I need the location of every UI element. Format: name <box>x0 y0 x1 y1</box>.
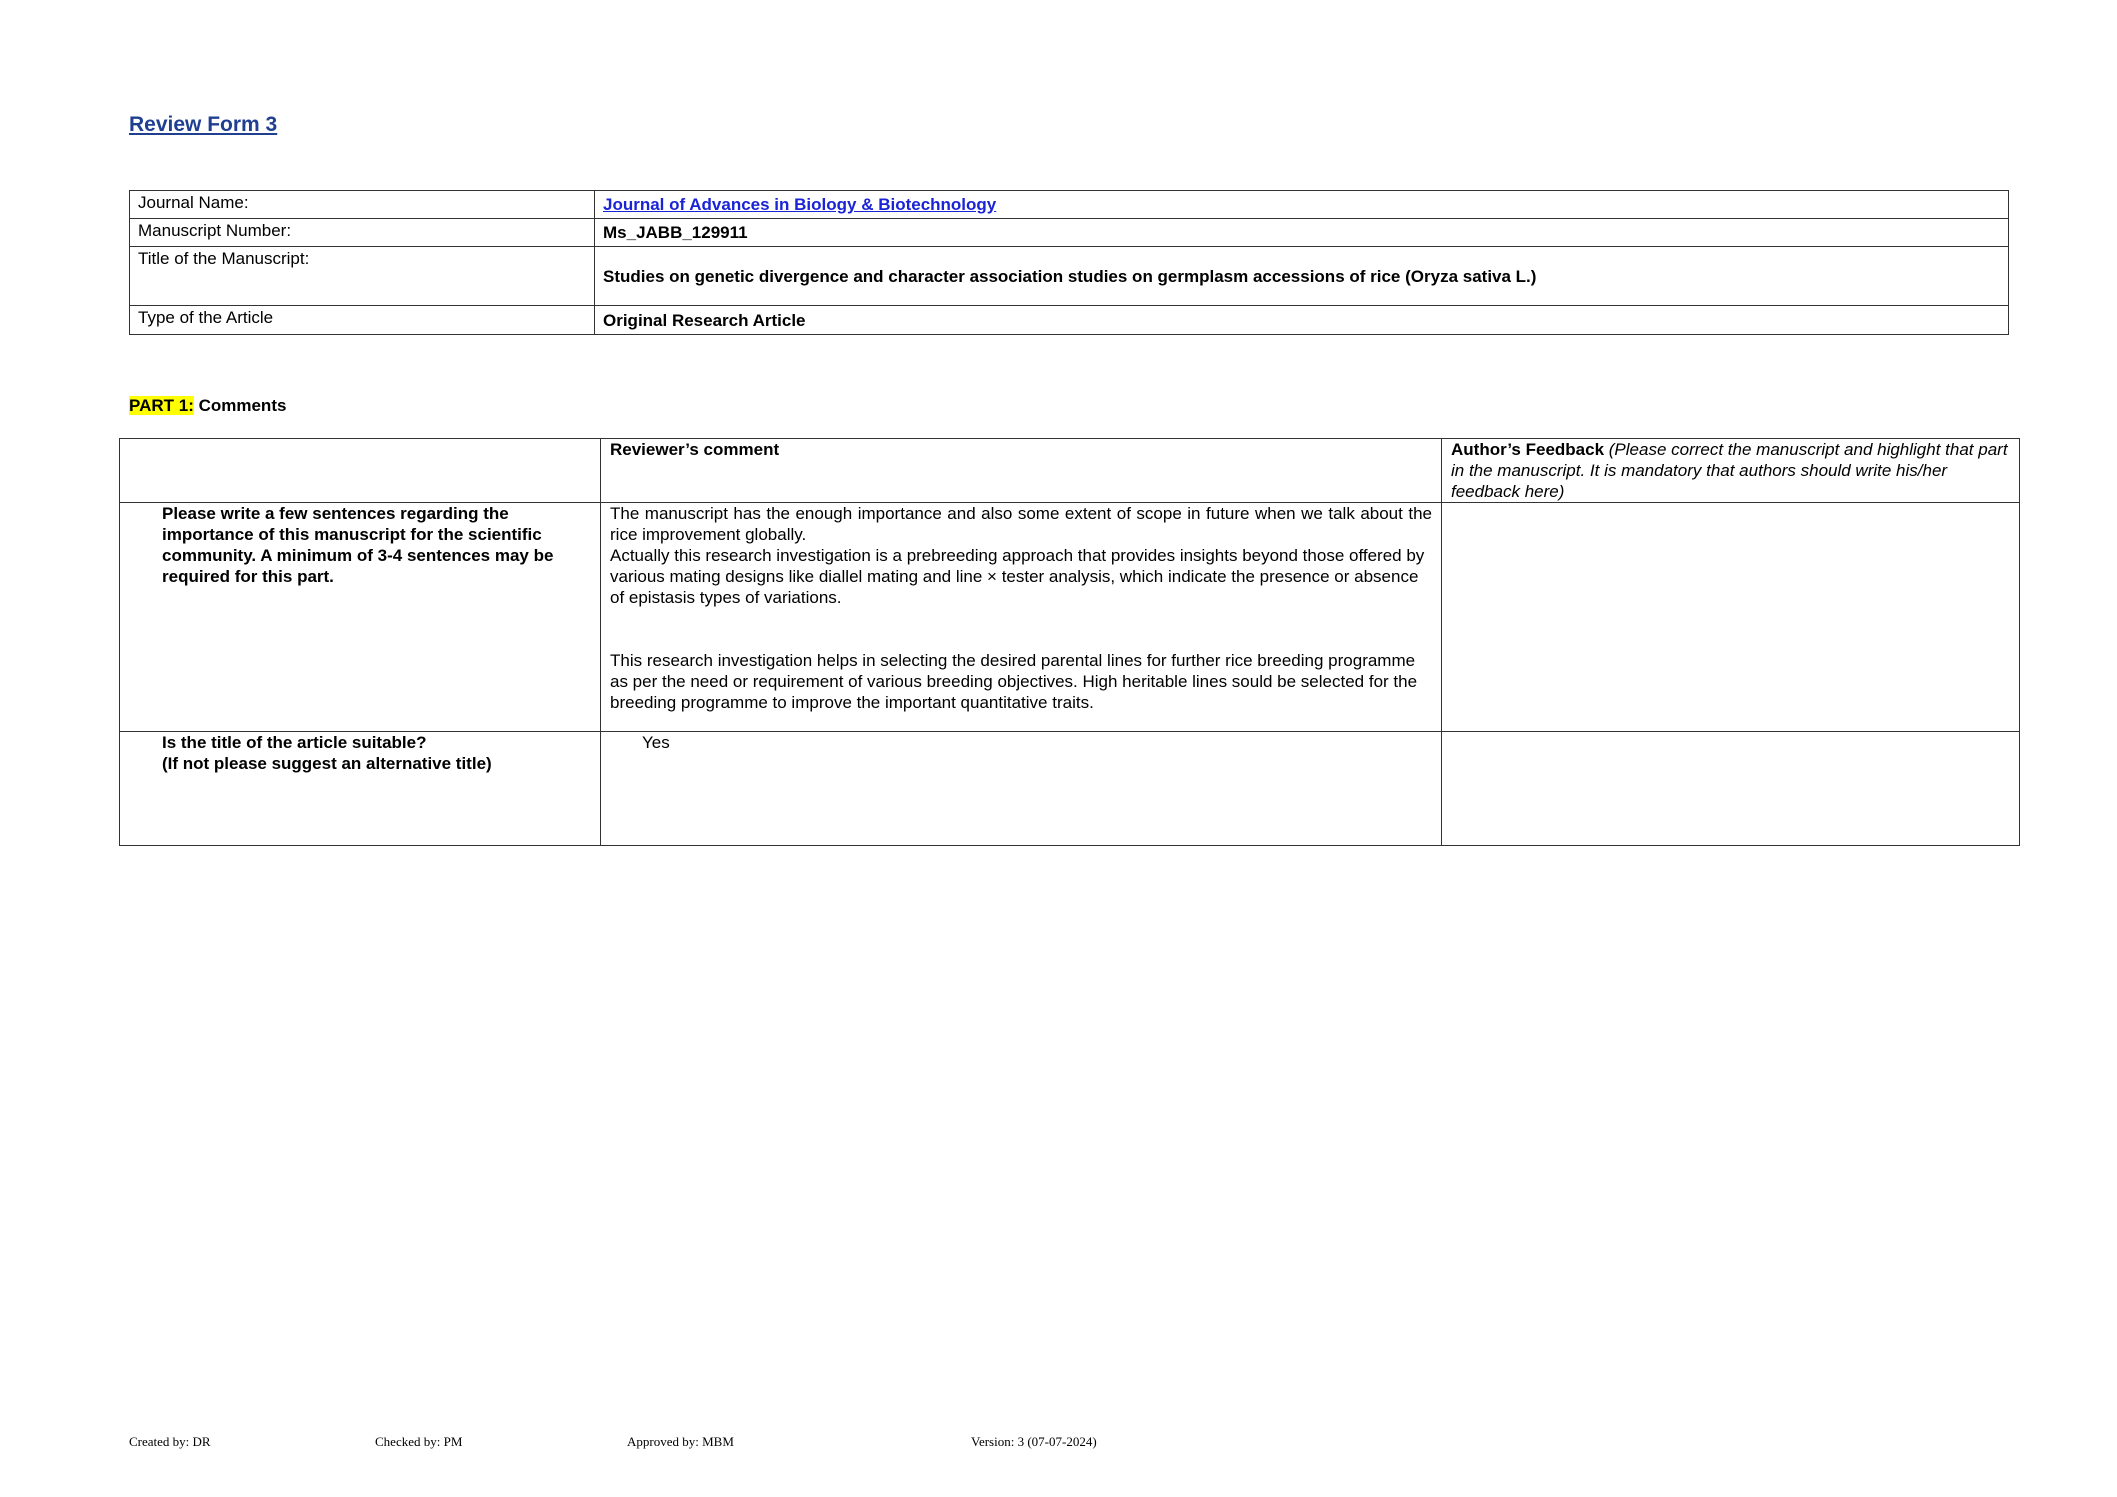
comments-header-row <box>120 439 2020 503</box>
part1-highlight: PART 1: <box>129 396 194 415</box>
manuscript-info-table <box>129 190 2009 335</box>
question-line: Is the title of the article suitable? <box>162 733 427 752</box>
empty-header-cell <box>120 439 601 503</box>
response-paragraph: This research investigation helps in selecting the desired parental lines for further rice breeding programme as per the need or requirement of various breeding objectives. High heritable lines sould be selected for the breeding programme to improve the important quantitative traits. <box>610 651 1418 712</box>
question-importance: Please write a few sentences regarding the importance of this manuscript for the scientific community. A minimum of 3-4 sentences may be required for this part. <box>120 503 601 732</box>
question-line: (If not please suggest an alternative title) <box>162 754 492 773</box>
table-row <box>130 306 2009 335</box>
reviewer-response-importance <box>601 503 1442 732</box>
footer-version: Version: 3 (07-07-2024) <box>971 1434 1097 1449</box>
manuscript-number-label: Manuscript Number: <box>130 219 595 247</box>
reviewer-response-title <box>601 732 1442 846</box>
journal-name-label: Journal Name: <box>130 191 595 219</box>
part1-label: Comments <box>193 396 287 415</box>
table-row <box>130 247 2009 306</box>
author-feedback-title: Author’s Feedback <box>1451 440 1605 459</box>
response-paragraph: The manuscript has the enough importance and also some extent of scope in future when we talk about the rice improvement globally. <box>610 504 1432 544</box>
author-feedback-importance[interactable] <box>1442 503 2020 732</box>
manuscript-number-value: Ms_JABB_129911 <box>595 219 2009 247</box>
journal-name-cell <box>595 191 2009 219</box>
footer-created: Created by: DR <box>129 1434 211 1449</box>
reviewer-comment-header: Reviewer’s comment <box>601 439 1442 503</box>
footer-checked: Checked by: PM <box>375 1434 463 1449</box>
journal-name-link[interactable]: Journal of Advances in Biology & Biotechnology <box>603 195 997 214</box>
footer-approved: Approved by: MBM <box>627 1434 734 1449</box>
response-paragraph: Actually this research investigation is a prebreeding approach that provides insights beyond those offered by various mating designs like diallel mating and line × tester analysis, which indicate the presence or absence of epistasis types of variations. <box>610 546 1425 607</box>
article-type-label: Type of the Article <box>130 306 595 335</box>
author-feedback-note: (Please correct the manuscript and highlight that part in the manuscript. It is mandatory that authors should write his/her feedback here) <box>1451 440 2008 501</box>
manuscript-title-label: Title of the Manuscript: <box>130 247 595 306</box>
table-row <box>120 503 2020 732</box>
table-row <box>130 191 2009 219</box>
author-feedback-title-cell[interactable] <box>1442 732 2020 846</box>
article-type-value: Original Research Article <box>595 306 2009 335</box>
table-row <box>130 219 2009 247</box>
comments-table <box>119 438 2020 846</box>
response-answer: Yes <box>642 733 670 752</box>
manuscript-title-value: Studies on genetic divergence and character association studies on germplasm accessions of rice (Oryza sativa L.) <box>595 247 2009 306</box>
author-feedback-header <box>1442 439 2020 503</box>
table-row <box>120 732 2020 846</box>
form-title: Review Form 3 <box>129 113 278 136</box>
part1-heading <box>129 396 286 416</box>
question-title-suitable <box>120 732 601 846</box>
